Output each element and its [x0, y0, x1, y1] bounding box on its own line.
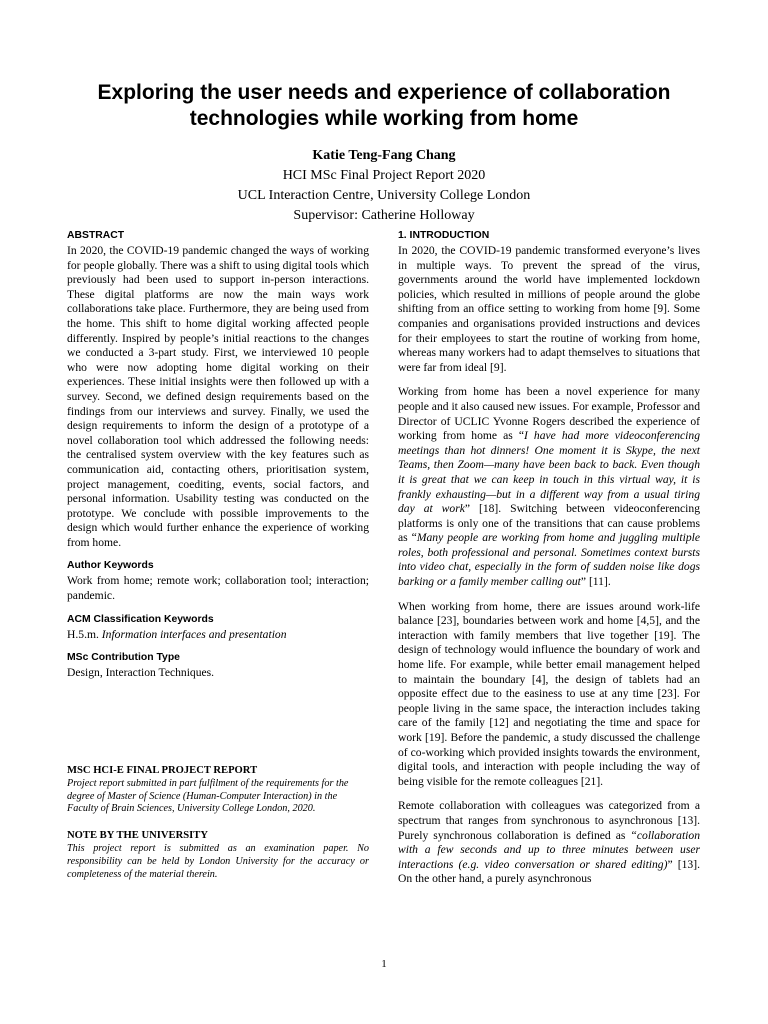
intro-paragraph-3: When working from home, there are issues around work-life balance [23], boundaries between work and home [4,5], and the interaction with family members that live together [19]. The design of technology would influence the boundary of work and home life. For example, while better email management helped to maintain the boundary [4], the design of tablets had an opposite effect due to the easiness to use at any time [23]. For people living in the same space, the interaction includes taking care of the family [12] and negotiating the time and space for work [19]. Before the pandemic, a study discussed the challenge of co-working which provided insights towards the environment, digital tools, and interaction with people including the way of being visible for the remote colleagues [21].	[398, 599, 700, 788]
acm-code: H.5.m.	[67, 627, 102, 641]
intro-p4-text-b: ” [13]. On the other hand, a purely asynchronous	[398, 857, 700, 886]
author-name: Katie Teng-Fang Chang	[312, 148, 456, 163]
left-column	[67, 229, 369, 882]
intro-paragraph-1: In 2020, the COVID-19 pandemic transformed everyone’s lives in multiple ways. To prevent the spread of the virus, governments around the world have implemented lockdown policies, which resulted in millions of people around the globe shifting from an office setting to working from home [9]. Some companies and organisations provided instructions and devices for their employees to start the routine of working from home, whereas many workers had to adapt themselves to situations that were far from ideal [9].	[398, 244, 700, 374]
report-heading: MSC HCI-E FINAL PROJECT REPORT	[67, 764, 258, 776]
paper-title: Exploring the user needs and experience of collaboration technologies while working from home	[97, 81, 671, 130]
author-keywords-text: Work from home; remote work; collaboration tool; interaction; pandemic.	[67, 574, 369, 603]
column-spacer	[67, 690, 369, 764]
note-heading: NOTE BY THE UNIVERSITY	[67, 830, 208, 842]
abstract-text: In 2020, the COVID-19 pandemic changed the ways of working for people globally. There was a shift to using digital tools which previously had been used to support in-person interactions. These digital platforms are now the main ways work collaborations take place. Furthermore, they are being used from the home. This shift to home digital working affected people differently. Inspired by people’s initial reactions to the changes we conducted a 3-part study. First, we interviewed 10 people who were now adopting home digital working on their experiences. These initial insights were then followed up with a survey. Second, we defined design requirements based on the findings from our interviews and survey. Finally, we used the design requirements to inform the design of a prototype of a novel collaboration tool which addressed the following needs: the centralised system overview with the key features such as communication aid, contacting others, prioritisation system, project management, coediting, events, social factors, and personal information. Usability testing was conducted on the prototype. We conclude with possible improvements to the design which would further enhance the experience of working from home.	[67, 244, 369, 549]
note-text: This project report is submitted as an examination paper. No responsibility can be held by London University for the accuracy or completeness of the material therein.	[67, 843, 369, 880]
contribution-heading: MSc Contribution Type	[67, 652, 180, 664]
introduction-body	[398, 244, 700, 887]
intro-p2-quote-1: I have had more videoconferencing meetings than hot dinners! One moment it is Skype, the next Teams, then Zoom—many have been back to back. Even though it is great that we can keep in touch in this virtual way, it is frankly exhausting—but in a different way from a usual tiring day at work	[398, 429, 700, 516]
acm-text	[67, 628, 369, 643]
introduction-heading: 1. INTRODUCTION	[398, 230, 490, 241]
author-block	[40, 146, 728, 226]
author-supervisor: Supervisor: Catherine Holloway	[293, 208, 475, 223]
author-keywords-heading: Author Keywords	[67, 560, 154, 572]
acm-section	[67, 613, 369, 643]
intro-p2-quote-2: Many people are working from home and juggling multiple roles, both professional and personal. Sometimes context bursts into video chat, especially in the form of sudden noise like dogs barking or a family member calling out	[398, 531, 701, 589]
intro-paragraph-2	[398, 385, 700, 589]
contribution-text: Design, Interaction Techniques.	[67, 666, 215, 680]
acm-heading: ACM Classification Keywords	[67, 613, 214, 625]
page-number: 1	[381, 958, 387, 970]
contribution-section	[67, 651, 369, 681]
author-keywords-section	[67, 559, 369, 603]
intro-p4-quote: “collaboration with a few seconds and up to three minutes between user interactions (e.g. video conversation or shared editing)	[398, 828, 700, 871]
right-column	[398, 229, 700, 887]
intro-p4-text-a: Remote collaboration with colleagues was categorized from a spectrum that ranges from synchronous to asynchronous [13]. Purely synchronous collaboration is defined as	[398, 799, 700, 842]
abstract-section	[67, 229, 369, 550]
intro-p2-text-b: ” [18]. Switching between videoconferencing platforms is only one of the transitions that can cause problems as “	[398, 502, 700, 545]
report-section	[67, 764, 369, 816]
abstract-heading: ABSTRACT	[67, 230, 125, 241]
author-report-line: HCI MSc Final Project Report 2020	[282, 168, 486, 183]
report-text: Project report submitted in part fulfilment of the requirements for the degree of Master of Science (Human-Computer Interaction) in the Faculty of Brain Sciences, University College London, 2020.	[67, 777, 349, 815]
note-section	[67, 829, 369, 881]
author-affiliation: UCL Interaction Centre, University College London	[237, 188, 531, 203]
intro-paragraph-4	[398, 799, 700, 887]
intro-p2-text-a: Working from home has been a novel experience for many people and it also caused new issues. For example, Professor and Director of UCLIC Yvonne Rogers described the experience of working from home as “	[398, 385, 701, 443]
acm-description: Information interfaces and presentation	[101, 627, 287, 641]
intro-p2-text-c: ” [11].	[580, 575, 611, 589]
